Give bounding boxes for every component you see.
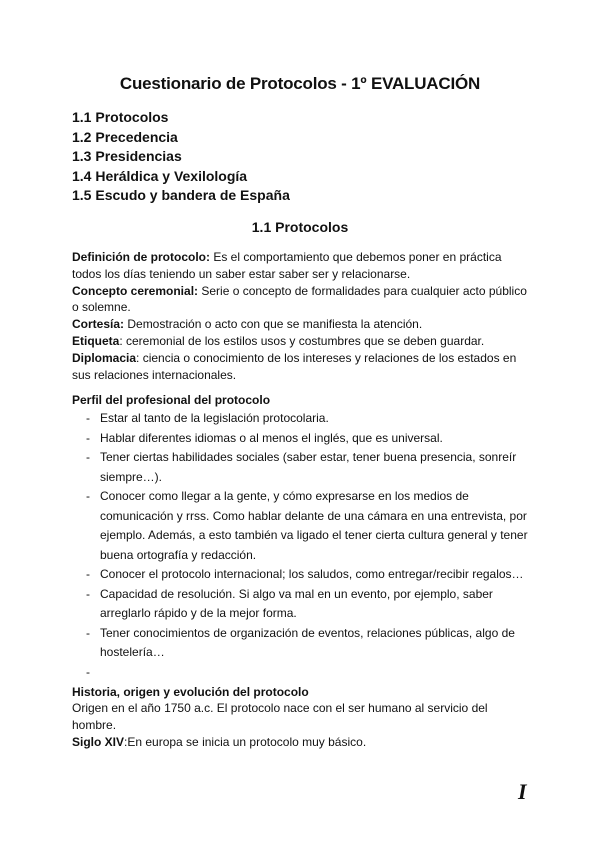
definition-paragraph (72, 283, 532, 317)
list-item-text: Tener ciertas habilidades sociales (saber estar, tener buena presencia, sonreír siempre…). (100, 450, 517, 484)
list-dash: - (86, 567, 90, 581)
definition-term: Diplomacia (72, 350, 137, 365)
list-item (72, 565, 542, 585)
history-block (72, 700, 532, 750)
definition-text: Es el comportamiento que debemos poner en práctica todos los días teniendo un saber estar saber ser y relacionarse. (72, 250, 502, 281)
list-item-text: Conocer como llegar a la gente, y cómo expresarse en los medios de comunicación y rrss. Como hablar delante de una cámara en una entrevista, por ejemplo. Además, a esto también va ligado el tener cierta cultura general y tener buena ortografía y redacción. (100, 489, 528, 562)
definition-text: Demostración o acto con que se manifiesta la atención. (124, 317, 423, 332)
list-dash: - (86, 489, 90, 503)
toc-item: 1.1 Protocolos (72, 109, 169, 125)
list-item (72, 448, 542, 487)
toc-item: 1.3 Presidencias (72, 148, 182, 165)
definitions-block (72, 249, 532, 383)
list-item-text: Hablar diferentes idiomas o al menos el inglés, que es universal. (100, 430, 443, 445)
document-title: Cuestionario de Protocolos - 1º EVALUACIÓN (119, 74, 481, 93)
history-term: Siglo XIV (72, 734, 125, 749)
toc-item: 1.4 Heráldica y Vexilología (72, 167, 248, 184)
list-dash: - (86, 450, 90, 464)
history-paragraph: Origen en el año 1750 a.c. El protocolo nace con el ser humano al servicio del hombre. (72, 701, 488, 732)
definition-paragraph (72, 316, 532, 333)
history-heading: Historia, origen y evolución del protocolo (72, 685, 309, 699)
page-mark: I (518, 779, 527, 804)
definition-term: Cortesía: (72, 317, 125, 332)
list-item (72, 409, 542, 429)
list-item-text: Capacidad de resolución. Si algo va mal en un evento, por ejemplo, saber arreglarlo rápido y de la mejor forma. (100, 586, 493, 620)
definition-term: Etiqueta (72, 333, 120, 348)
list-item (72, 624, 542, 663)
definition-term: Definición de protocolo: (72, 250, 210, 264)
list-dash: - (86, 625, 90, 640)
list-item (72, 429, 542, 449)
definition-text: Serie o concepto de formalidades para cualquier acto público o solemne. (72, 283, 527, 315)
list-item (72, 585, 542, 624)
history-paragraph (72, 734, 532, 751)
definition-paragraph (72, 333, 532, 350)
section-heading: 1.1 Protocolos (251, 219, 349, 235)
list-item-text: Conocer el protocolo internacional; los saludos, como entregar/recibir regalos… (100, 567, 524, 581)
toc-item: 1.5 Escudo y bandera de España (72, 187, 290, 204)
definition-text: : ciencia o conocimiento de los intereses y relaciones de los estados en sus relaciones internacionales. (72, 350, 517, 382)
profile-list (72, 409, 542, 679)
list-dash: - (86, 411, 90, 425)
list-item-text: Estar al tanto de la legislación protocolaria. (100, 411, 329, 425)
list-item (72, 487, 542, 565)
table-of-contents (72, 108, 290, 206)
list-dash: - (86, 586, 90, 601)
profile-heading: Perfil del profesional del protocolo (72, 393, 271, 407)
definition-paragraph (72, 249, 532, 283)
toc-item: 1.2 Precedencia (72, 128, 178, 145)
list-dash: - (86, 430, 90, 445)
list-item-text: Tener conocimientos de organización de eventos, relaciones públicas, algo de hostelería… (100, 625, 515, 659)
definition-text: : ceremonial de los estilos usos y costumbres que se deben guardar. (119, 333, 485, 348)
definition-paragraph (72, 350, 532, 384)
history-text: :En europa se inicia un protocolo muy básico. (124, 734, 367, 749)
definition-term: Concepto ceremonial: (72, 283, 199, 298)
list-dash: - (86, 664, 90, 679)
